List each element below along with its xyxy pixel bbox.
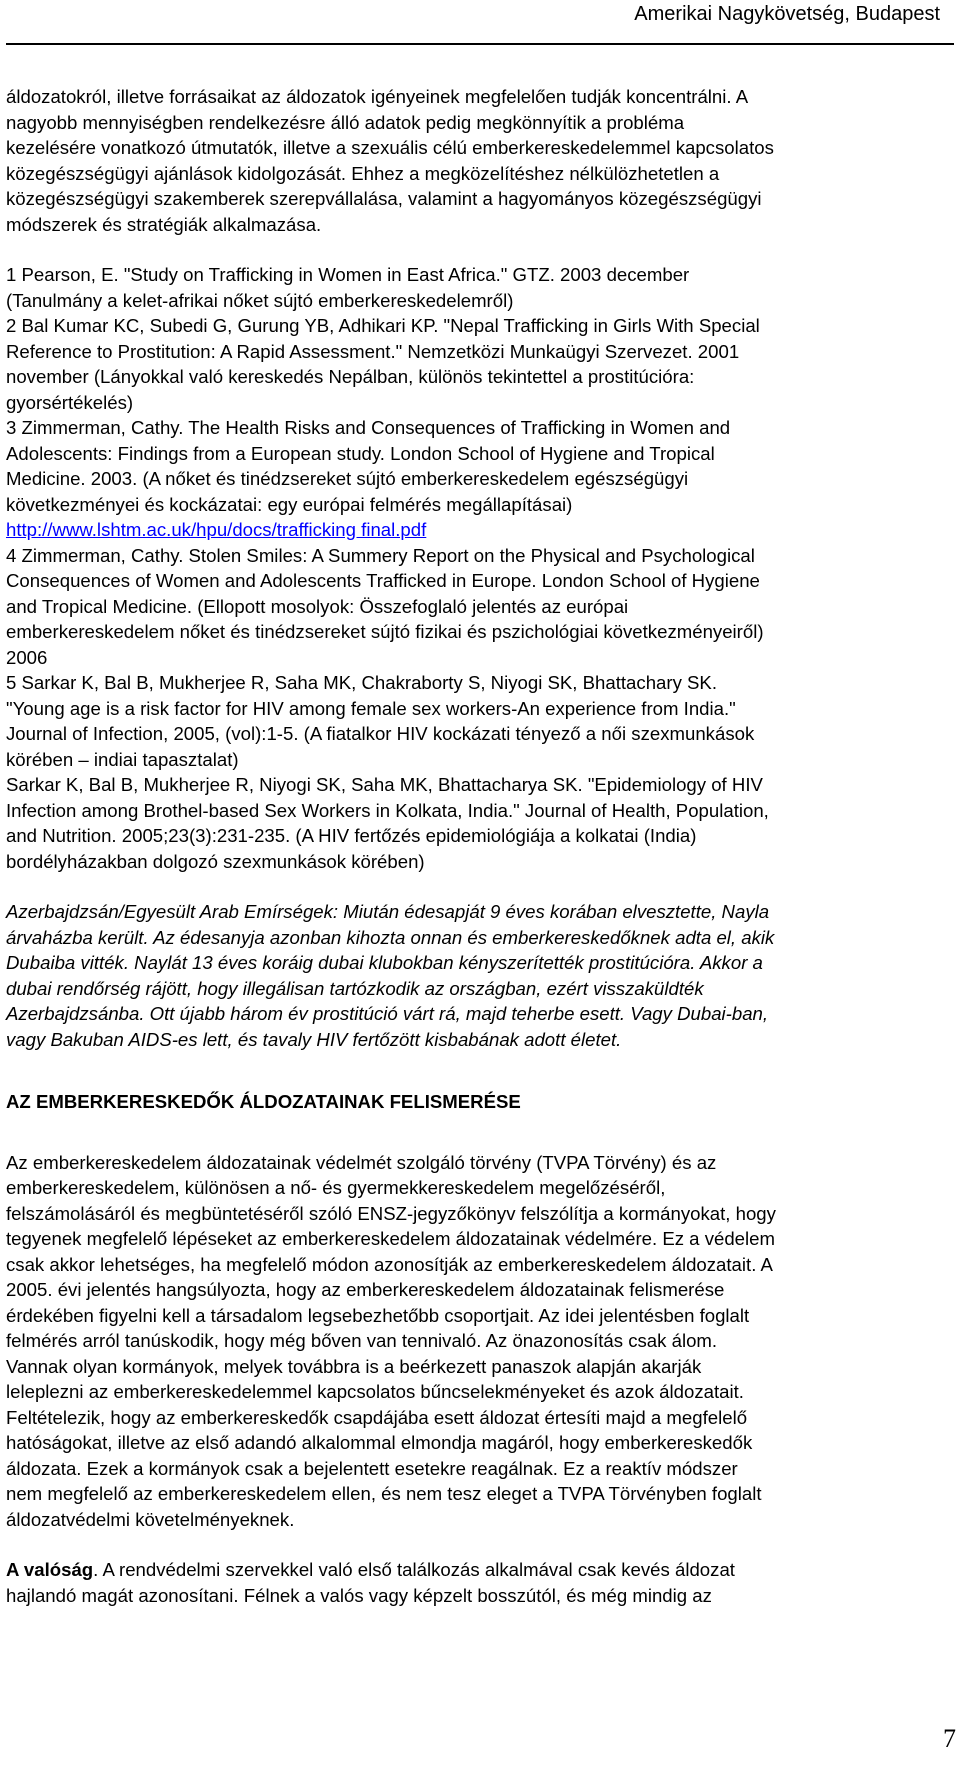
intro-line: közegészségügyi ajánlások kidolgozását. Ehhez a megközelítéshez nélkülözhetetlen a [6,162,720,184]
body-line: érdekében figyelni kell a társadalom legsebezhetőbb csoportjait. Az idei jelentésben foglalt [6,1304,750,1326]
body-line: Feltételezik, hogy az emberkereskedők csapdájába esett áldozat értesíti majd a megfelelő [6,1406,748,1428]
paragraph-gap [6,237,941,262]
intro-line: módszerek és stratégiák alkalmazása. [6,213,322,235]
body-line: leleplezni az emberkereskedelemmel kapcsolatos bűncselekményeket és azok áldozatait. [6,1381,744,1402]
body-line: 2005. évi jelentés hangsúlyozta, hogy az emberkereskedelem áldozatainak felismerése [6,1279,725,1300]
reference-line: körében – indiai tapasztalat) [6,748,239,770]
reference-line: Medicine. 2003. (A nőket és tinédzsereket sújtó emberkereskedelem egészségügyi [6,468,689,489]
reference-line: emberkereskedelem nőket és tinédzsereket sújtó fizikai és pszichológiai következményeiről) [6,621,764,642]
section-body-paragraph [6,1150,941,1533]
reference-line: and Tropical Medicine. (Ellopott mosolyok: Összefoglaló jelentés az európai [6,595,629,617]
reference-line: Infection among Brothel-based Sex Workers in Kolkata, India." Journal of Health, Population, [6,799,769,821]
paragraph-gap [6,874,941,899]
case-story-paragraph [6,899,941,1052]
reality-paragraph [6,1557,941,1608]
body-line: Vannak olyan kormányok, melyek továbbra is a beérkezett panaszok alapján akarják [6,1355,702,1377]
reference-line: Reference to Prostitution: A Rapid Assessment." Nemzetközi Munkaügyi Szervezet. 2001 [6,340,740,362]
reference-line: and Nutrition. 2005;23(3):231-235. (A HIV fertőzés epidemiológiája a kolkatai (India) [6,825,697,846]
reference-line: 2 Bal Kumar KC, Subedi G, Gurung YB, Adhikari KP. "Nepal Trafficking in Girls With Special [6,315,760,336]
page-header-title: Amerikai Nagykövetség, Budapest [634,3,940,25]
case-story-line: árvaházba került. Az édesanyja azonban kihozta onnan és emberkereskedőknek adta el, akik [6,926,775,948]
reality-label: A valóság [6,1559,94,1580]
case-story-line: Azerbajdzsánba. Ott újabb három év prostitúció várt rá, majd teherbe esett. Vagy Dubai-ban, [6,1003,769,1024]
case-story-line: dubai rendőrség rájött, hogy illegálisan tartózkodik az országban, ezért visszaküldték [6,977,704,999]
reality-line [6,1557,941,1583]
paragraph-gap [6,1140,941,1150]
references-list [6,262,941,874]
reference-line: Journal of Infection, 2005, (vol):1-5. (A fiatalkor HIV kockázati tényező a női szexmunkások [6,723,755,744]
body-line: tegyenek megfelelő lépéseket az emberkereskedelem áldozatainak védelmére. Ez a védelem [6,1228,775,1249]
intro-line: áldozatokról, illetve forrásaikat az áldozatok igényeinek megfelelően tudják koncentrálni. A [6,86,749,107]
body-line: felmérés arról tanúskodik, hogy még bőven van tennivaló. Az önazonosítás csak álom. [6,1330,718,1351]
case-story-line: Azerbajdzsán/Egyesült Arab Emírségek: Miután édesapját 9 éves korában elvesztette, Nayla [6,901,770,922]
reference-line: "Young age is a risk factor for HIV among female sex workers-An experience from India." [6,697,736,719]
body-line: áldozatvédelmi követelményeknek. [6,1508,295,1530]
reality-text: . A rendvédelmi szervekkel való első találkozás alkalmával csak kevés áldozat [93,1559,735,1580]
reference-line: gyorsértékelés) [6,391,134,413]
body-line: nem megfelelő az emberkereskedelem ellen, és nem tesz eleget a TVPA Törvényben foglalt [6,1483,762,1504]
reality-line: hajlandó magát azonosítani. Félnek a valós vagy képzelt bosszútól, és még mindig az [6,1584,712,1606]
reference-line: bordélyházakban dolgozó szexmunkások körében) [6,850,425,872]
reference-line: következményei és kockázatai: egy európai felmérés megállapításai) [6,493,573,515]
header-divider [6,43,954,45]
body-line: áldozata. Ezek a kormányok csak a bejelentett esetekre reagálnak. Ez a reaktív módszer [6,1457,738,1479]
page-number: 7 [943,1724,956,1753]
section-heading: AZ EMBERKERESKEDŐK ÁLDOZATAINAK FELISMERÉSE [6,1091,521,1112]
intro-line: kezelésére vonatkozó útmutatók, illetve a szexuális célú emberkereskedelemmel kapcsolatos [6,137,774,158]
paragraph-gap [6,1052,941,1077]
paragraph-gap [6,1532,941,1557]
body-line: felszámolásáról és megbüntetéséről szóló ENSZ-jegyzőkönyv felszólítja a kormányokat, hogy [6,1202,776,1224]
reference-link-line [6,517,941,543]
paragraph-gap [6,1077,941,1089]
body-line: emberkereskedelem, különösen a nő- és gyermekkereskedelem megelőzéséről, [6,1177,666,1198]
reference-line: 5 Sarkar K, Bal B, Mukherjee R, Saha MK, Chakraborty S, Niyogi SK, Bhattachary SK. [6,672,718,693]
reference-line: 2006 [6,646,48,668]
intro-paragraph [6,84,941,237]
reference-link[interactable]: http://www.lshtm.ac.uk/hpu/docs/trafficking final.pdf [6,519,427,540]
reference-line: november (Lányokkal való kereskedés Nepálban, különös tekintettel a prostitúcióra: [6,366,695,387]
body-line: csak akkor lehetséges, ha megfelelő módon azonosítják az emberkereskedelem áldozatait. A [6,1253,773,1275]
reference-line: Adolescents: Findings from a European study. London School of Hygiene and Tropical [6,442,715,464]
document-body [6,84,941,1608]
reference-line: Sarkar K, Bal B, Mukherjee R, Niyogi SK, Saha MK, Bhattacharya SK. "Epidemiology of HIV [6,774,763,795]
reference-line: Consequences of Women and Adolescents Trafficked in Europe. London School of Hygiene [6,570,760,591]
reference-line: 3 Zimmerman, Cathy. The Health Risks and Consequences of Trafficking in Women and [6,417,731,438]
case-story-line: Dubaiba vitték. Naylát 13 éves koráig dubai klubokban kényszerítették prostitúcióra. Akkor a [6,952,763,973]
body-line: hatóságokat, illetve az első adandó alkalommal elmondja magáról, hogy emberkereskedők [6,1432,753,1453]
case-story-line: vagy Bakuban AIDS-es lett, és tavaly HIV fertőzött kisbabának adott életet. [6,1028,622,1050]
reference-line: 4 Zimmerman, Cathy. Stolen Smiles: A Summery Report on the Physical and Psychological [6,544,755,566]
reference-line: 1 Pearson, E. "Study on Trafficking in Women in East Africa." GTZ. 2003 december [6,264,690,285]
paragraph-gap [6,1115,941,1140]
reference-line: (Tanulmány a kelet-afrikai nőket sújtó emberkereskedelemről) [6,289,514,311]
body-line: Az emberkereskedelem áldozatainak védelmét szolgáló törvény (TVPA Törvény) és az [6,1151,717,1173]
intro-line: közegészségügyi szakemberek szerepvállalása, valamint a hagyományos közegészségügyi [6,188,762,209]
intro-line: nagyobb mennyiségben rendelkezésre álló adatok pedig megkönnyítik a probléma [6,111,685,133]
